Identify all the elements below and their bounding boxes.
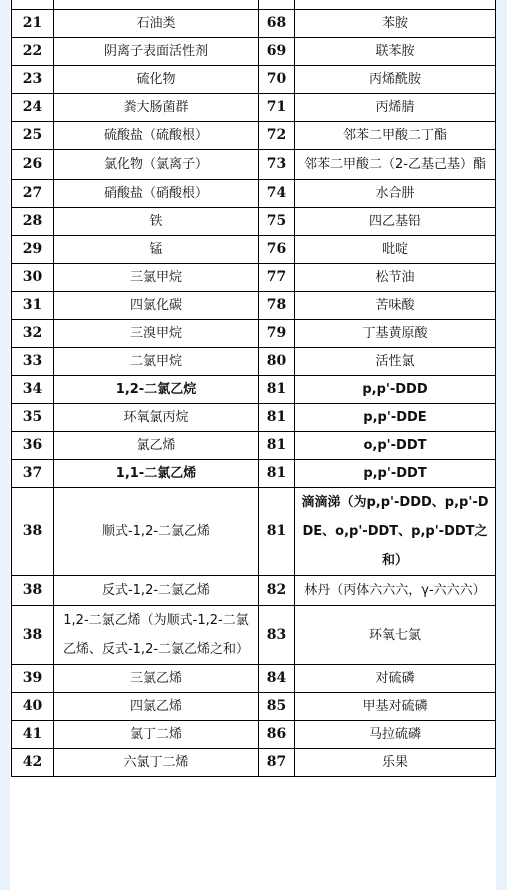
table-row <box>12 665 496 693</box>
item-number: 73 <box>259 150 295 180</box>
item-name: 四乙基铅 <box>295 208 496 236</box>
item-number: 39 <box>12 665 54 693</box>
item-number: 42 <box>12 749 54 777</box>
table-row <box>12 376 496 404</box>
item-name: 四氯化碳 <box>54 292 259 320</box>
table-row <box>12 180 496 208</box>
table-row <box>12 150 496 180</box>
item-number: 37 <box>12 460 54 488</box>
item-number: 81 <box>259 432 295 460</box>
item-name <box>54 0 259 10</box>
item-number: 21 <box>12 10 54 38</box>
item-name: 甲基对硫磷 <box>295 693 496 721</box>
item-number: 41 <box>12 721 54 749</box>
item-number: 68 <box>259 10 295 38</box>
item-number: 38 <box>12 488 54 576</box>
item-number: 74 <box>259 180 295 208</box>
item-name: 三氯甲烷 <box>54 264 259 292</box>
item-name: 氯丁二烯 <box>54 721 259 749</box>
item-number: 32 <box>12 320 54 348</box>
item-name: 滴滴涕（为p,p'-DDD、p,p'-DDE、o,p'-DDT、p,p'-DDT之和） <box>295 488 496 576</box>
item-number: 81 <box>259 460 295 488</box>
item-name: 丙烯腈 <box>295 94 496 122</box>
item-name: p,p'-DDE <box>295 404 496 432</box>
item-name: 马拉硫磷 <box>295 721 496 749</box>
item-number: 22 <box>12 38 54 66</box>
table-row <box>12 38 496 66</box>
item-number: 36 <box>12 432 54 460</box>
item-name <box>295 0 496 10</box>
item-number: 83 <box>259 606 295 665</box>
standard-items-table <box>11 0 496 777</box>
item-name: 对硫磷 <box>295 665 496 693</box>
item-number: 34 <box>12 376 54 404</box>
item-name: 1,2-二氯乙烯（为顺式-1,2-二氯乙烯、反式-1,2-二氯乙烯之和） <box>54 606 259 665</box>
table-row <box>12 432 496 460</box>
item-name: 硫酸盐（硫酸根） <box>54 122 259 150</box>
item-name: 氯化物（氯离子） <box>54 150 259 180</box>
item-name: 邻苯二甲酸二（2-乙基己基）酯 <box>295 150 496 180</box>
item-number: 81 <box>259 376 295 404</box>
item-name: 二氯甲烷 <box>54 348 259 376</box>
item-name: 铁 <box>54 208 259 236</box>
item-number: 82 <box>259 576 295 606</box>
table-row <box>12 693 496 721</box>
item-name: 水合肼 <box>295 180 496 208</box>
item-name: 吡啶 <box>295 236 496 264</box>
item-name: p,p'-DDD <box>295 376 496 404</box>
item-number: 26 <box>12 150 54 180</box>
item-name: 活性氯 <box>295 348 496 376</box>
item-name: 苯胺 <box>295 10 496 38</box>
table-row <box>12 236 496 264</box>
item-name: 氯乙烯 <box>54 432 259 460</box>
item-name: 林丹（丙体六六六，γ-六六六） <box>295 576 496 606</box>
item-name: 阴离子表面活性剂 <box>54 38 259 66</box>
item-number: 28 <box>12 208 54 236</box>
item-number: 85 <box>259 693 295 721</box>
item-name: 松节油 <box>295 264 496 292</box>
item-name: 硫化物 <box>54 66 259 94</box>
table-row <box>12 320 496 348</box>
right-margin <box>496 0 507 890</box>
item-number: 35 <box>12 404 54 432</box>
item-number: 29 <box>12 236 54 264</box>
item-number: 84 <box>259 665 295 693</box>
item-number: 27 <box>12 180 54 208</box>
item-name: 三溴甲烷 <box>54 320 259 348</box>
item-number: 77 <box>259 264 295 292</box>
table-row <box>12 721 496 749</box>
item-name: 丁基黄原酸 <box>295 320 496 348</box>
item-name: 三氯乙烯 <box>54 665 259 693</box>
item-name: 粪大肠菌群 <box>54 94 259 122</box>
item-name: o,p'-DDT <box>295 432 496 460</box>
item-number: 40 <box>12 693 54 721</box>
item-name: 丙烯酰胺 <box>295 66 496 94</box>
table-row <box>12 348 496 376</box>
item-number: 23 <box>12 66 54 94</box>
item-number: 75 <box>259 208 295 236</box>
item-name: 苦味酸 <box>295 292 496 320</box>
item-name: 六氯丁二烯 <box>54 749 259 777</box>
item-number: 69 <box>259 38 295 66</box>
item-number <box>259 0 295 10</box>
item-number: 33 <box>12 348 54 376</box>
item-number: 79 <box>259 320 295 348</box>
item-number: 38 <box>12 606 54 665</box>
item-number: 72 <box>259 122 295 150</box>
item-number: 80 <box>259 348 295 376</box>
item-name: 1,2-二氯乙烷 <box>54 376 259 404</box>
table-row <box>12 404 496 432</box>
item-number <box>12 0 54 10</box>
table-row <box>12 606 496 665</box>
item-number: 70 <box>259 66 295 94</box>
item-name: 邻苯二甲酸二丁酯 <box>295 122 496 150</box>
item-number: 81 <box>259 404 295 432</box>
table-row <box>12 0 496 10</box>
item-name: 石油类 <box>54 10 259 38</box>
item-number: 30 <box>12 264 54 292</box>
item-number: 76 <box>259 236 295 264</box>
left-margin <box>0 0 10 890</box>
table-row <box>12 749 496 777</box>
table-row <box>12 460 496 488</box>
item-name: 1,1-二氯乙烯 <box>54 460 259 488</box>
item-number: 31 <box>12 292 54 320</box>
table-row <box>12 292 496 320</box>
table-row <box>12 576 496 606</box>
table-row <box>12 264 496 292</box>
table-row <box>12 208 496 236</box>
item-name: 顺式-1,2-二氯乙烯 <box>54 488 259 576</box>
item-name: 锰 <box>54 236 259 264</box>
item-number: 24 <box>12 94 54 122</box>
item-number: 78 <box>259 292 295 320</box>
table-row <box>12 488 496 576</box>
table-row <box>12 94 496 122</box>
item-number: 81 <box>259 488 295 576</box>
item-name: 硝酸盐（硝酸根） <box>54 180 259 208</box>
table-row <box>12 66 496 94</box>
item-number: 38 <box>12 576 54 606</box>
item-name: 环氧七氯 <box>295 606 496 665</box>
item-number: 86 <box>259 721 295 749</box>
table-row <box>12 122 496 150</box>
item-number: 71 <box>259 94 295 122</box>
item-name: 乐果 <box>295 749 496 777</box>
item-number: 25 <box>12 122 54 150</box>
item-name: p,p'-DDT <box>295 460 496 488</box>
item-name: 四氯乙烯 <box>54 693 259 721</box>
item-name: 环氧氯丙烷 <box>54 404 259 432</box>
item-number: 87 <box>259 749 295 777</box>
item-name: 反式-1,2-二氯乙烯 <box>54 576 259 606</box>
table-row <box>12 10 496 38</box>
item-name: 联苯胺 <box>295 38 496 66</box>
